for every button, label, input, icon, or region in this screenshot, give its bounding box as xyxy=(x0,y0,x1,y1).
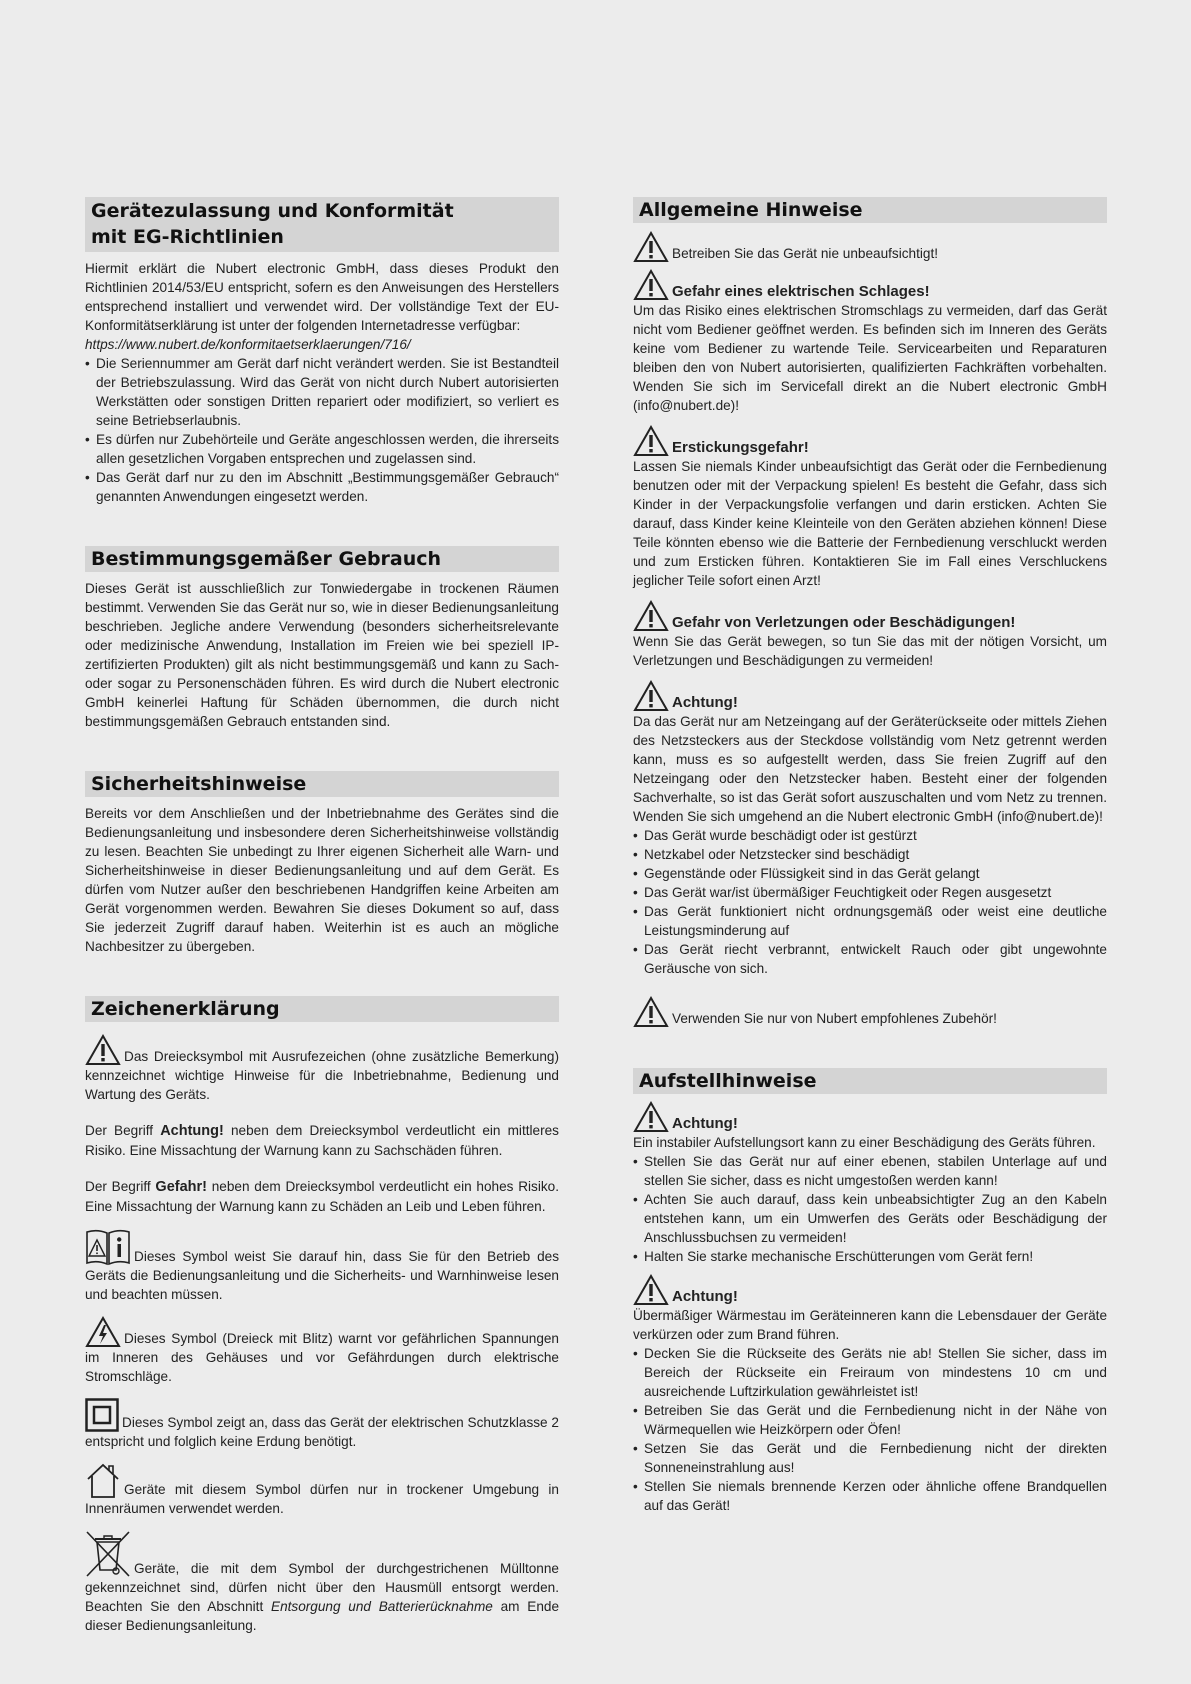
stromschlag-text: Um das Risiko eines elektrischen Stromschlags zu vermeiden, darf das Gerät nicht vom Bediener geöffnet werden. Es befinden sich im Inneren des Geräts keine vom Bediener zu wartende Teile. Servicearbeiten und Reparaturen bleiben den von Nubert autorisierten, qualifizierten Fachkräften vorbehalten. Wenden Sie sich im Servicefall direkt an die Nubert electronic GmbH (info@nubert.de)! xyxy=(633,303,1107,413)
section-gebrauch xyxy=(85,546,559,731)
bin-symbol-para: Geräte, die mit dem Symbol der durchgestrichenen Mülltonne gekennzeichnet sind, dürfen nicht über den Hausmüll entsorgt werden. Beachten Sie den Abschnitt Entsorgung und Batterierücknahme am Ende dieser Bedienungsanleitung. xyxy=(85,1530,559,1635)
lightning-triangle-icon xyxy=(85,1316,121,1348)
warning-triangle-icon xyxy=(633,1101,669,1133)
manual-symbol-para: Dieses Symbol weist Sie darauf hin, dass Sie für den Betrieb des Geräts die Bedienungsanleitung und die Sicherheits- und Warnhinweise lesen und beachten müssen. xyxy=(85,1228,559,1304)
warning-triangle-icon xyxy=(633,269,669,301)
section-sicherheit xyxy=(85,771,559,956)
class2-symbol-para: Dieses Symbol zeigt an, dass das Gerät der elektrischen Schutzklasse 2 entspricht und folglich keine Erdung benötigt. xyxy=(85,1398,559,1451)
crossed-bin-icon xyxy=(85,1530,131,1578)
lightning-symbol-para: Dieses Symbol (Dreieck mit Blitz) warnt vor gefährlichen Spannungen im Inneren des Gehäuses und vor Gefährdungen durch elektrische Stromschläge. xyxy=(85,1316,559,1386)
right-column xyxy=(633,197,1107,1515)
achtung-title: Achtung! xyxy=(633,680,1107,712)
achtung-explain: Der Begriff Achtung! neben dem Dreiecksymbol verdeutlicht ein mittleres Risiko. Eine Missachtung der Warnung kann zu Sachschäden führen. xyxy=(85,1123,559,1158)
zubehoer-line: Verwenden Sie nur von Nubert empfohlenes Zubehör! xyxy=(633,996,1107,1028)
sicherheit-text: Bereits vor dem Anschließen und der Inbetriebnahme des Gerätes sind die Bedienungsanleitung und insbesondere deren Sicherheitshinweise vollständig zu lesen. Beachten Sie unbedingt zu Ihrer eigenen Sicherheit alle Warn- und Sicherheitshinweise in dieser Bedienungsanleitung und auf dem Gerät. Es dürfen vom Nutzer außer den beschriebenen Handgriffen keine Arbeiten am Gerät vorgenommen werden. Bewahren Sie dieses Dokument so auf, dass Sie jederzeit Zugriff darauf haben. Weiterhin ist es auch an mögliche Nachbesitzer zu übergeben. xyxy=(85,806,559,954)
aufstell-achtung-2-title: Achtung! xyxy=(633,1274,1107,1306)
list-item: • Stellen Sie niemals brennende Kerzen oder ähnliche offene Brandquellen auf das Gerät! xyxy=(633,1477,1107,1515)
warning-triangle-icon xyxy=(633,680,669,712)
list-item: • Achten Sie auch darauf, dass kein unbeabsichtigter Zug an den Kabeln entstehen kann, um ein Umwerfen des Geräts oder Beschädigung der Anschlussbuchsen zu vermeiden! xyxy=(633,1190,1107,1247)
heading-konformitaet xyxy=(85,197,559,252)
heading-allgemein: Allgemeine Hinweise xyxy=(633,197,1107,223)
achtung-list xyxy=(633,826,1107,978)
list-item: • Das Gerät funktioniert nicht ordnungsgemäß oder weist eine deutliche Leistungsminderung auf xyxy=(633,902,1107,940)
heading-gebrauch: Bestimmungsgemäßer Gebrauch xyxy=(85,546,559,572)
heading-line-2: mit EG-Richtlinien xyxy=(91,226,284,248)
list-item: • Halten Sie starke mechanische Erschütterungen vom Gerät fern! xyxy=(633,1247,1107,1266)
gebrauch-text: Dieses Gerät ist ausschließlich zur Tonwiedergabe in trockenen Räumen bestimmt. Verwenden Sie das Gerät nur so, wie in dieser Bedienungsanleitung beschrieben. Jegliche andere Verwendung (besonders sicherheitsrelevante oder medizinische Anwendung, Installation im Freien wie bei speziell IP-zertifizierten Produkten) gilt als nicht bestimmungsgemäß und kann zu Sach- oder sogar zu Personenschäden führen. Es wird durch die Nubert electronic GmbH keinerlei Haftung für Schäden übernommen, die durch nicht bestimmungsgemäßen Gebrauch entstanden sind. xyxy=(85,581,559,729)
achtung-term: Achtung! xyxy=(160,1123,224,1139)
aufstell-achtung-1-text: Ein instabiler Aufstellungsort kann zu einer Beschädigung des Geräts führen. xyxy=(633,1135,1096,1150)
section-allgemein xyxy=(633,197,1107,1028)
house-symbol-para: Geräte mit diesem Symbol dürfen nur in trockener Umgebung in Innenräumen verwendet werden. xyxy=(85,1463,559,1518)
aufstell-achtung-1-title: Achtung! xyxy=(633,1101,1107,1133)
heading-line-1: Gerätezulassung und Konformität xyxy=(91,200,454,222)
list-item: • Das Gerät darf nur zu den im Abschnitt „Bestimmungsgemäßer Gebrauch“ genannten Anwendungen eingesetzt werden. xyxy=(85,468,559,506)
list-item: • Das Gerät wurde beschädigt oder ist gestürzt xyxy=(633,826,1107,845)
list-item: • Setzen Sie das Gerät und die Fernbedienung nicht der direkten Sonneneinstrahlung aus! xyxy=(633,1439,1107,1477)
warning-triangle-icon xyxy=(633,425,669,457)
unattended-line: Betreiben Sie das Gerät nie unbeaufsichtigt! xyxy=(633,231,1107,263)
warning-triangle-icon xyxy=(85,1034,121,1066)
heading-zeichen: Zeichenerklärung xyxy=(85,996,559,1022)
ersticken-title: Erstickungsgefahr! xyxy=(633,425,1107,457)
aufstell-list-2 xyxy=(633,1344,1107,1515)
verletzung-title: Gefahr von Verletzungen oder Beschädigungen! xyxy=(633,600,1107,632)
indoor-house-icon xyxy=(85,1463,121,1499)
list-item: • Betreiben Sie das Gerät und die Fernbedienung nicht in der Nähe von Wärmequellen wie Heizkörpern oder Öfen! xyxy=(633,1401,1107,1439)
protection-class-2-icon xyxy=(85,1398,119,1432)
heading-aufstell: Aufstellhinweise xyxy=(633,1068,1107,1094)
list-item: • Die Seriennummer am Gerät darf nicht verändert werden. Sie ist Bestandteil der Betriebszulassung. Wird das Gerät von nicht durch Nubert autorisierten Werkstätten oder sonstigen Dritten repariert oder modifiziert, so verliert es seine Betriebserlaubnis. xyxy=(85,354,559,430)
list-item: • Netzkabel oder Netzstecker sind beschädigt xyxy=(633,845,1107,864)
konformitaet-intro: Hiermit erklärt die Nubert electronic GmbH, dass dieses Produkt den Richtlinien 2014/53/EU entspricht, sofern es den Anweisungen des Herstellers entsprechend installiert und verwendet wird. Der vollständige Text der EU-Konformitätserklärung ist unter der folgenden Internetadresse verfügbar: xyxy=(85,261,559,333)
section-aufstell xyxy=(633,1068,1107,1515)
list-item: • Decken Sie die Rückseite des Geräts nie ab! Stellen Sie sicher, dass im Bereich der Rückseite ein Freiraum von mindestens 10 cm und ausreichende Luftzirkulation gewährleistet ist! xyxy=(633,1344,1107,1401)
aufstell-list-1 xyxy=(633,1152,1107,1266)
triangle-symbol-para: Das Dreiecksymbol mit Ausrufezeichen (ohne zusätzliche Bemerkung) kennzeichnet wichtige Hinweise für die Inbetriebnahme, Bedienung und Wartung des Geräts. xyxy=(85,1034,559,1104)
warning-triangle-icon xyxy=(633,231,669,263)
list-item: • Das Gerät riecht verbrannt, entwickelt Rauch oder gibt ungewohnte Geräusche von sich. xyxy=(633,940,1107,978)
stromschlag-title: Gefahr eines elektrischen Schlages! xyxy=(633,269,1107,301)
warning-triangle-icon xyxy=(633,996,669,1028)
list-item: • Gegenstände oder Flüssigkeit sind in das Gerät gelangt xyxy=(633,864,1107,883)
aufstell-achtung-2-text: Übermäßiger Wärmestau im Geräteinneren kann die Lebensdauer der Geräte verkürzen oder zum Brand führen. xyxy=(633,1308,1107,1342)
konformitaet-url[interactable]: https://www.nubert.de/konformitaetserklaerungen/716/ xyxy=(85,337,411,352)
warning-triangle-icon xyxy=(633,1274,669,1306)
achtung-text: Da das Gerät nur am Netzeingang auf der Geräterückseite oder mittels Ziehen des Netzsteckers aus der Steckdose vollständig vom Netz getrennt werden kann, muss es so aufgestellt werden, dass Sie freien Zugriff auf den Netzeingang oder den Netzstecker haben. Besteht einer der folgenden Sachverhalte, so ist das Gerät sofort auszuschalten und vom Netz zu trennen. Wenden Sie sich umgehend an die Nubert electronic GmbH (info@nubert.de)! xyxy=(633,714,1107,824)
section-zeichen xyxy=(85,996,559,1635)
section-konformitaet xyxy=(85,197,559,506)
konformitaet-list xyxy=(85,354,559,506)
heading-sicherheit: Sicherheitshinweise xyxy=(85,771,559,797)
left-column xyxy=(85,197,559,1635)
list-item: • Es dürfen nur Zubehörteile und Geräte angeschlossen werden, die ihrerseits allen gesetzlichen Vorgaben entsprechen und zugelassen sind. xyxy=(85,430,559,468)
ersticken-text: Lassen Sie niemals Kinder unbeaufsichtigt das Gerät oder die Fernbedienung benutzen oder mit der Verpackung spielen! Es besteht die Gefahr, dass sich Kinder in der Verpackungsfolie verfangen und darin ersticken. Achten Sie darauf, dass Kinder keine Kleinteile von den Geräten abziehen können! Diese Teile könnten ebenso wie die Batterie der Fernbedienung verschluckt werden und zum Ersticken führen. Kontaktieren Sie im Fall eines Verschluckens jeglicher Teile sofort einen Arzt! xyxy=(633,459,1107,588)
list-item: • Das Gerät war/ist übermäßiger Feuchtigkeit oder Regen ausgesetzt xyxy=(633,883,1107,902)
verletzung-text: Wenn Sie das Gerät bewegen, so tun Sie das mit der nötigen Vorsicht, um Verletzungen und Beschädigungen zu vermeiden! xyxy=(633,634,1107,668)
gefahr-explain: Der Begriff Gefahr! neben dem Dreiecksymbol verdeutlicht ein hohes Risiko. Eine Missachtung der Warnung kann zu Schäden an Leib und Leben führen. xyxy=(85,1179,559,1214)
read-manual-icon xyxy=(85,1228,131,1266)
gefahr-term: Gefahr! xyxy=(155,1179,207,1195)
warning-triangle-icon xyxy=(633,600,669,632)
list-item: • Stellen Sie das Gerät nur auf einer ebenen, stabilen Unterlage auf und stellen Sie sicher, dass es nicht umgestoßen werden kann! xyxy=(633,1152,1107,1190)
